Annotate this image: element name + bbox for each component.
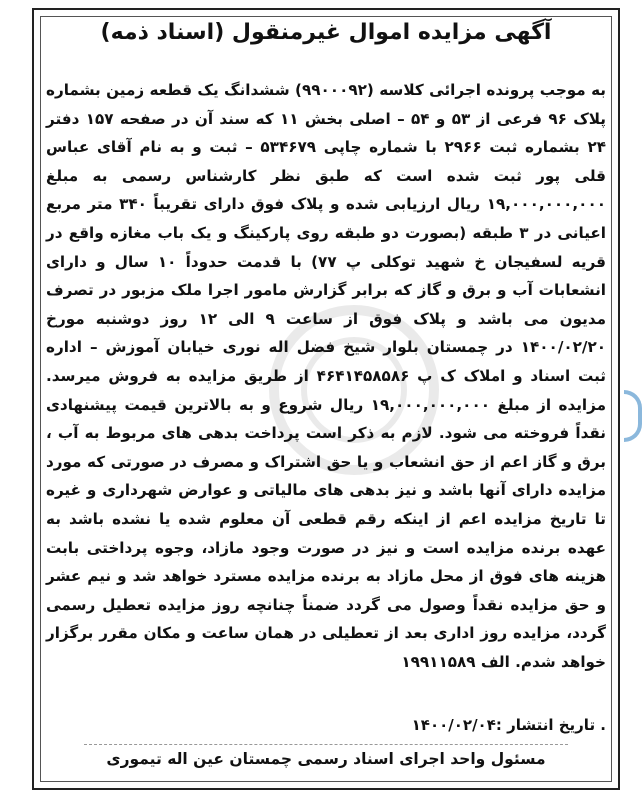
notice-frame (32, 8, 620, 790)
notice-body: به موجب پرونده اجرائی کلاسه (۹۹۰۰۰۹۲) ششدانگ یک قطعه زمین بشماره پلاک ۹۶ فرعی از ۵۳ و ۵۴ – اصلی بخش ۱۱ که سند آن در صفحه ۱۵۷ دفتر ۲۴ بشماره ثبت ۲۹۶۶ با شماره چاپی ۵۳۴۶۷۹ – ثبت و به نام آقای عباس قلی پور ثبت شده است که طبق نظر کارشناس رسمی به مبلغ ۱۹,۰۰۰,۰۰۰,۰۰۰ ریال ارزیابی شده و پلاک فوق دارای تقریباً ۳۴۰ متر مربع اعیانی در ۳ طبقه (بصورت دو طبقه روی پارکینگ و یک باب مغازه واقع در قریه لسفیجان خ شهید توکلی پ ۷۷) با قدمت حدوداً ۱۰ سال و دارای انشعابات آب و برق و گاز که برابر گزارش مامور اجرا ملک مزبور در تصرف مدیون می باشد و پلاک فوق از ساعت ۹ الی ۱۲ روز دوشنبه مورخ ۱۴۰۰/۰۲/۲۰ در چمستان بلوار شیخ فضل اله نوری خیابان آموزش – اداره ثبت اسناد و املاک ک پ ۴۶۴۱۴۵۸۵۸۶ از طریق مزایده به فروش میرسد. مزایده از مبلغ ۱۹,۰۰۰,۰۰۰,۰۰۰ ریال شروع و به بالاترین قیمت پیشنهادی نقداً فروخته می شود. لازم به ذکر است پرداخت بدهی های مربوط به آب ، برق و گاز اعم از حق انشعاب و یا حق اشتراک و مصرف در صورتی که مورد مزایده دارای آنها باشد و نیز بدهی های مالیاتی و عوارض شهرداری و غیره تا تاریخ مزایده اعم از اینکه رقم قطعی آن معلوم شده یا نشده باشد به عهده برنده مزایده است و نیز در صورت وجود مازاد، وجوه پرداختی بابت هزینه های فوق از محل مازاد به برنده مزایده مسترد خواهد شد و نیم عشر و حق مزایده نقداً وصول می گردد ضمناً چنانچه روز مزایده تعطیل رسمی گردد، مزایده روز اداری بعد از تعطیلی در همان ساعت و مکان مقرر برگزار خواهد شدم. الف ۱۹۹۱۱۵۸۹ (46, 81, 607, 671)
signature-line: مسئول واحد اجرای اسناد رسمی چمستان عین اله تیموری (106, 750, 546, 768)
edge-decoration (624, 390, 642, 442)
notice-title: آگهی مزایده اموال غیرمنقول (اسناد ذمه) (100, 20, 552, 45)
signature-divider (84, 744, 568, 745)
publish-date: . تاریخ انتشار :۱۴۰۰/۰۲/۰۴ (411, 716, 606, 734)
